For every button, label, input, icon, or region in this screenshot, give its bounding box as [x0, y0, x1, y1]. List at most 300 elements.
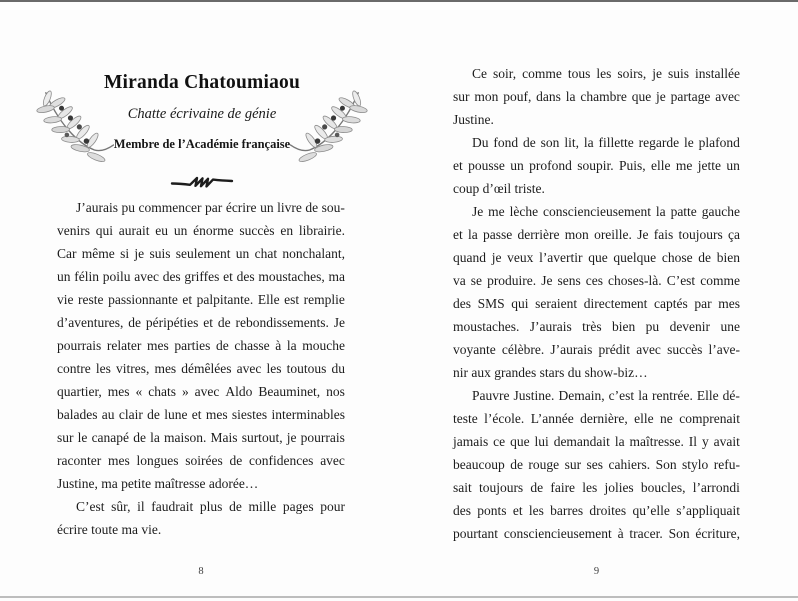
word: mon [564, 227, 589, 242]
word: un [57, 269, 71, 284]
word: pourrais [57, 338, 102, 353]
word: directement [583, 296, 648, 311]
word: la [565, 89, 576, 104]
text-line [57, 334, 345, 357]
word: de [217, 315, 231, 330]
word: un [510, 158, 524, 173]
word: installée [695, 66, 740, 81]
word: Justine. [513, 388, 555, 403]
word: L’année [530, 411, 574, 426]
word: faire [550, 480, 576, 495]
word: ce [493, 434, 506, 449]
word: palpitante. [196, 292, 254, 307]
word: la [583, 135, 594, 150]
text-line [453, 407, 740, 430]
word: que [510, 434, 530, 449]
text-line [453, 384, 740, 407]
text-line [453, 85, 740, 108]
word: Mais [210, 430, 238, 445]
page-subtitle: Chatte écrivaine de génie [127, 106, 277, 122]
word: contre [57, 361, 91, 376]
word: SMS [477, 296, 505, 311]
word: à [617, 526, 624, 541]
word: le [683, 135, 694, 150]
word: Son [655, 457, 677, 472]
word: boucles, [640, 480, 686, 495]
word: faudrait [151, 499, 194, 514]
word: et [182, 292, 193, 307]
word: ponts [477, 503, 507, 518]
word: sens [557, 273, 581, 288]
word: seraient [535, 296, 578, 311]
word: consciencieusement [543, 204, 651, 219]
word: mes [718, 296, 740, 311]
page-affiliation: Membre de l’Académie française [113, 137, 291, 151]
word: sur [57, 430, 74, 445]
word: chat [254, 246, 278, 261]
word: suis [668, 66, 690, 81]
word: Je [541, 273, 553, 288]
word: mes [107, 453, 130, 468]
word: fond [493, 135, 519, 150]
word: et [512, 503, 523, 518]
word: s’appliquait [676, 503, 740, 518]
text-line: nir aux grandes stars du show-biz… [453, 365, 648, 380]
word: de [133, 430, 146, 445]
word: la [286, 338, 297, 353]
word: devenir [669, 319, 711, 334]
word: J’aurais [550, 342, 593, 357]
word: de [229, 453, 243, 468]
word: Car [57, 246, 77, 261]
word: fillette [598, 135, 634, 150]
word: qui [511, 296, 529, 311]
word: Pauvre [472, 388, 510, 403]
word: d’aventures, [57, 315, 124, 330]
word: et [453, 227, 463, 242]
word: la [614, 434, 625, 449]
word: pourrais [300, 430, 345, 445]
word: l’école. [484, 411, 525, 426]
word: les [95, 361, 111, 376]
word: nos [326, 384, 345, 399]
text-line [57, 288, 345, 311]
text-line [453, 292, 740, 315]
word: les [596, 66, 612, 81]
word: Je [333, 315, 345, 330]
word: mon [474, 89, 499, 104]
word: pu [645, 319, 660, 334]
word: toujours [478, 480, 524, 495]
word: dans [536, 89, 561, 104]
squiggle-divider-icon [170, 175, 234, 189]
word: mille [248, 499, 277, 514]
word: Il [688, 434, 698, 449]
word: la [638, 388, 648, 403]
word: de [510, 457, 523, 472]
word: pourtant [453, 526, 498, 541]
word: chasse [234, 338, 270, 353]
word: sur [453, 89, 470, 104]
text-line: écrire toute ma vie. [57, 522, 162, 537]
word: patte [670, 204, 697, 219]
word: avec [134, 269, 159, 284]
word: livre [277, 200, 302, 215]
word: les [266, 361, 282, 376]
word: avec [715, 89, 740, 104]
word: tous [567, 66, 591, 81]
word: barres [550, 503, 584, 518]
word: c’est [608, 388, 635, 403]
text-line [453, 62, 740, 85]
word: passionnante [108, 292, 178, 307]
word: moustaches. [453, 319, 520, 334]
word: fais [653, 227, 674, 242]
left-page-body [57, 196, 345, 541]
word: rebondissements. [235, 315, 329, 330]
word: Beauminet, [258, 384, 321, 399]
word: prédit [598, 342, 631, 357]
word: bien [612, 319, 636, 334]
word: relater [106, 338, 142, 353]
text-line: Justine. [453, 112, 494, 127]
word: griffes [184, 269, 220, 284]
word: de [147, 407, 160, 422]
word: mes [146, 338, 169, 353]
word: avait [713, 434, 740, 449]
word: mes [205, 407, 228, 422]
text-line [57, 403, 345, 426]
word: Puis, [619, 158, 646, 173]
word: les [582, 480, 598, 495]
word: derrière [517, 227, 560, 242]
text-line [57, 426, 345, 449]
word: comprenait [679, 411, 740, 426]
text-line [453, 131, 740, 154]
word: mouche [302, 338, 345, 353]
word: remplie [303, 292, 345, 307]
word: eu [155, 223, 169, 238]
word: un [260, 200, 274, 215]
word: des [453, 503, 471, 518]
word: pousse [468, 158, 505, 173]
word: vitres, [115, 361, 150, 376]
text-line [57, 196, 345, 219]
word: oreille. [594, 227, 632, 242]
word: la [150, 430, 160, 445]
word: énorme [193, 223, 234, 238]
word: ses [586, 457, 604, 472]
word: quartier, [57, 384, 102, 399]
word: soirées [185, 453, 223, 468]
word: « [135, 384, 143, 399]
word: quelque [613, 250, 657, 265]
word: ne [660, 411, 673, 426]
word: succès [667, 342, 703, 357]
word: canapé [91, 430, 130, 445]
text-line [453, 269, 740, 292]
text-line [453, 430, 740, 453]
word: Du [472, 135, 489, 150]
page-number-left: 8 [198, 566, 204, 577]
word: refu- [713, 457, 740, 472]
word: l’avertir [539, 250, 583, 265]
word: Son [668, 526, 690, 541]
word: regarde [638, 135, 680, 150]
word: plafond [698, 135, 740, 150]
word: quand [453, 250, 486, 265]
paragraph [453, 200, 740, 384]
word: du [331, 361, 345, 376]
word: de [523, 135, 536, 150]
word: Je [637, 227, 649, 242]
text-line [453, 499, 740, 522]
word: jette [697, 158, 722, 173]
paragraph [453, 384, 740, 545]
word: le [77, 430, 88, 445]
word: produire. [487, 273, 537, 288]
paragraph [453, 131, 740, 200]
word: de [698, 250, 712, 265]
word: et [191, 407, 202, 422]
word: cahiers. [608, 457, 651, 472]
word: voyante [453, 342, 496, 357]
word: J’aurais [76, 200, 118, 215]
word: balades [57, 407, 98, 422]
paragraph [453, 62, 740, 131]
word: je [656, 89, 666, 104]
word: son [540, 135, 560, 150]
word: se [470, 273, 483, 288]
word: passe [483, 227, 513, 242]
word: plus [199, 499, 223, 514]
word: maîtresse. [629, 434, 684, 449]
word: me [488, 204, 505, 219]
word: par [205, 200, 223, 215]
word: pouf, [503, 89, 532, 104]
word: un [726, 158, 740, 173]
text-line [57, 449, 345, 472]
word: des [236, 269, 255, 284]
word: surtout, [241, 430, 283, 445]
word: ma [328, 269, 345, 284]
word: aurait [118, 223, 150, 238]
word: veux [507, 250, 534, 265]
word: la [655, 204, 666, 219]
text-line [453, 453, 740, 476]
word: et [223, 269, 233, 284]
word: je [491, 250, 502, 265]
word: sur [564, 457, 582, 472]
text-line [57, 311, 345, 334]
word: démêlées [181, 361, 232, 376]
word: pour [320, 499, 345, 514]
word: si [120, 246, 130, 261]
word: chats [148, 384, 176, 399]
text-line: coup d’œil triste. [453, 181, 545, 196]
word: librairie. [298, 223, 345, 238]
word: une [720, 319, 740, 334]
word: gauche [701, 204, 740, 219]
top-rule [0, 0, 798, 2]
word: C’est [666, 273, 696, 288]
word: toutous [286, 361, 327, 376]
word: de [229, 499, 242, 514]
text-line [57, 380, 345, 403]
paragraph [57, 495, 345, 541]
word: profond [529, 158, 572, 173]
word: dé- [722, 388, 740, 403]
word: stylo [682, 457, 709, 472]
word: poilu [102, 269, 131, 284]
word: seulement [175, 246, 231, 261]
word: lit, [564, 135, 579, 150]
word: de [215, 338, 229, 353]
word: sûr, [111, 499, 131, 514]
word: moustaches, [258, 269, 325, 284]
word: des [162, 269, 181, 284]
word: raconter [57, 453, 102, 468]
word: écriture, [695, 526, 740, 541]
word: chambre [580, 89, 627, 104]
word: teste [453, 411, 478, 426]
text-line [57, 495, 345, 518]
word: y [701, 434, 709, 449]
page-title: Miranda Chatoumiaou [103, 72, 301, 93]
word: longues [136, 453, 179, 468]
word: soirs, [617, 66, 647, 81]
word: partage [670, 89, 711, 104]
word: succès [239, 223, 275, 238]
word: captés [654, 296, 688, 311]
word: droites [589, 503, 627, 518]
word: de [305, 200, 319, 215]
word: maison. [164, 430, 207, 445]
word: beaucoup [453, 457, 505, 472]
word: la [468, 227, 478, 242]
text-line: Justine, ma petite maîtresse adorée… [57, 476, 259, 491]
word: célèbre. [501, 342, 545, 357]
text-line [453, 223, 740, 246]
word: je [286, 430, 297, 445]
word: très [582, 319, 602, 334]
text-line [57, 242, 345, 265]
text-line [453, 246, 740, 269]
word: elle [651, 158, 671, 173]
word: avec [194, 384, 220, 399]
word: bien [716, 250, 740, 265]
text-line [453, 338, 740, 361]
word: qu’elle [632, 503, 670, 518]
word: même [81, 246, 115, 261]
word: » [181, 384, 189, 399]
word: écrire [225, 200, 257, 215]
word: les [528, 503, 544, 518]
word: l’ave- [708, 342, 740, 357]
word: ces [585, 273, 604, 288]
word: lune [164, 407, 188, 422]
word: sait [453, 480, 472, 495]
word: Aldo [225, 384, 253, 399]
text-line [57, 357, 345, 380]
word: choses-là. [608, 273, 662, 288]
word: rentrée. [651, 388, 693, 403]
word: l’arrondi [692, 480, 740, 495]
text-line [453, 154, 740, 177]
word: soir, [493, 66, 517, 81]
text-line [57, 219, 345, 242]
word: soupir. [577, 158, 614, 173]
bottom-rule [0, 596, 798, 598]
olive-branch-right-icon [290, 82, 370, 170]
text-line [453, 476, 740, 499]
word: je [652, 66, 662, 81]
word: C’est [76, 499, 105, 514]
right-page-body [453, 62, 740, 545]
text-line [453, 315, 740, 338]
word: toujours [678, 227, 723, 242]
olive-branch-left-icon [34, 82, 114, 170]
word: me [675, 158, 693, 173]
word: tracer. [629, 526, 663, 541]
word: siestes [231, 407, 268, 422]
word: mes [154, 361, 177, 376]
word: ça [728, 227, 740, 242]
text-line [453, 200, 740, 223]
word: comme [522, 66, 562, 81]
word: J’aurais [529, 319, 572, 334]
word: lui [534, 434, 549, 449]
word: en [280, 223, 294, 238]
word: consciencieusement [503, 526, 612, 541]
word: à [275, 338, 282, 353]
word: avec [636, 342, 661, 357]
word: qui [95, 223, 114, 238]
word: avec [236, 361, 262, 376]
word: dernière, [580, 411, 628, 426]
word: un [235, 246, 250, 261]
word: rouge [528, 457, 560, 472]
word: mes [107, 384, 130, 399]
word: jolies [604, 480, 634, 495]
word: et [203, 315, 213, 330]
word: avec [320, 453, 345, 468]
word: jamais [453, 434, 489, 449]
text-line [57, 265, 345, 288]
word: commencer [138, 200, 202, 215]
word: que [631, 89, 652, 104]
word: elle [634, 411, 654, 426]
word: des [453, 296, 471, 311]
word: je [134, 246, 145, 261]
word: demandait [553, 434, 610, 449]
text-line [453, 522, 740, 545]
page-number-right: 9 [593, 566, 600, 577]
word: est [284, 292, 300, 307]
paragraph [57, 196, 345, 495]
word: de [128, 315, 141, 330]
word: interminables [271, 407, 345, 422]
word: clair [118, 407, 143, 422]
word: et [453, 158, 463, 173]
word: suis [149, 246, 171, 261]
word: parties [174, 338, 211, 353]
word: au [101, 407, 115, 422]
word: sou- [321, 200, 345, 215]
word: Demain, [558, 388, 605, 403]
word: confidences [248, 453, 314, 468]
word: reste [78, 292, 104, 307]
